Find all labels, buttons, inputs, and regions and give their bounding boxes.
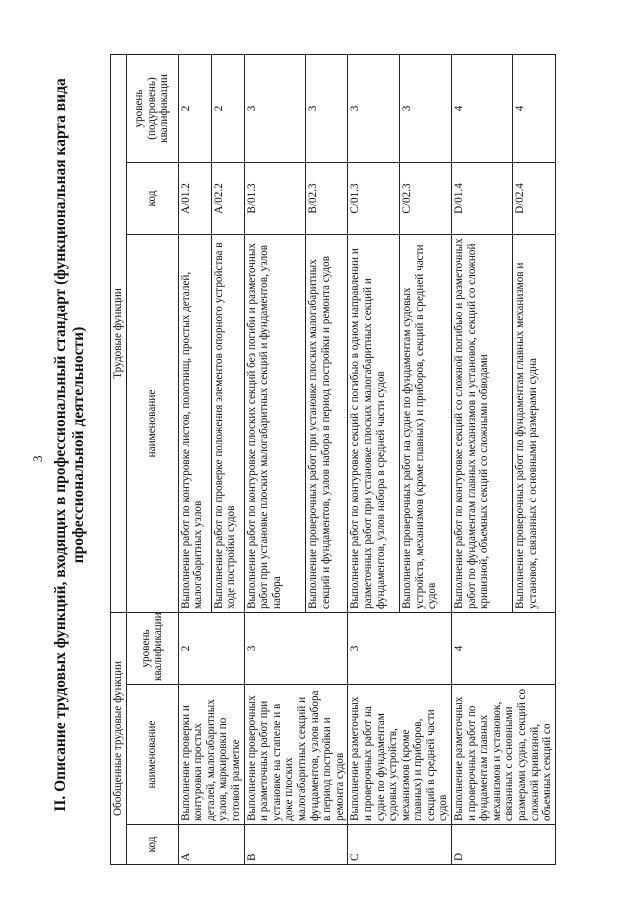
- tf-name: Выполнение проверочных работ на судне по фундаментам судовых устройств, механизмов (кроме главных) и приборов, секций в средней части судов: [400, 235, 452, 613]
- tf-level: 2: [178, 55, 211, 163]
- otf-code: B: [244, 825, 348, 865]
- tf-name: Выполнение работ по контуровке листов, полотнищ, простых деталей, малогабаритных узлов: [178, 235, 211, 613]
- tf-name: Выполнение работ по контуровке плоских секций без погиби и разметочных работ при установке плоских малогабаритных секций и фундаментов, узлов набора: [244, 235, 305, 613]
- otf-code: C: [348, 825, 452, 865]
- otf-code: D: [452, 825, 556, 865]
- column-header-tf-name: наименование: [126, 235, 178, 613]
- otf-level: 3: [348, 613, 452, 685]
- section-heading: [52, 45, 88, 845]
- tf-level: 3: [348, 55, 400, 163]
- otf-code: A: [178, 825, 244, 865]
- tf-code: C/02.3: [400, 163, 452, 235]
- otf-name: Выполнение разметочных и проверочных работ по фундаментам главных механизмов и установок, связанных с основными размерами судна, секций со сложной кривизной, объемных секций со: [452, 685, 556, 825]
- table-row: [178, 55, 211, 865]
- tf-code: D/02.4: [513, 163, 555, 235]
- table-row: [244, 55, 305, 865]
- group-header-generalized: Обобщенные трудовые функции: [111, 613, 127, 865]
- table-row: [452, 55, 513, 865]
- tf-code: A/02.2: [211, 163, 244, 235]
- tf-name: Выполнение работ по контуровке секций с погибью в одном направлении и разметочных работ при установке плоских малогабаритных секций и фундаментов, узлов набора в средней части судов: [348, 235, 400, 613]
- page-number: 3: [30, 455, 45, 462]
- otf-name: Выполнение проверочных и разметочных работ при установке на стапеле и в доке плоских малогабаритных секций и фундаментов, узлов набора в период постройки и ремонта судов: [244, 685, 348, 825]
- tf-code: B/02.3: [305, 163, 347, 235]
- table-row: [348, 55, 400, 865]
- column-header-code: код: [126, 825, 178, 865]
- tf-level: 3: [400, 55, 452, 163]
- tf-level: 4: [513, 55, 555, 163]
- tf-code: D/01.4: [452, 163, 513, 235]
- tf-level: 3: [244, 55, 305, 163]
- otf-level: 4: [452, 613, 556, 685]
- otf-level: 3: [244, 613, 348, 685]
- heading-line-1: II. Описание трудовых функций, входящих в профессиональный стандарт (функциональная карта вида: [52, 78, 69, 812]
- column-header-tf-code: код: [126, 163, 178, 235]
- otf-level: 2: [178, 613, 244, 685]
- otf-name: Выполнение проверки и контуровки простых деталей, малогабаритных узлов, маркировки по готовой разметке: [178, 685, 244, 825]
- otf-name: Выполнение разметочных и проверочных работ на судне по фундаментам судовых устройств, механизмов (кроме главных) и приборов, секций в средней части судов: [348, 685, 452, 825]
- tf-code: C/01.3: [348, 163, 400, 235]
- tf-code: A/01.2: [178, 163, 211, 235]
- tf-name: Выполнение работ по контуровке секций со сложной погибью и разметочных работ по фундаментам главных механизмов и установок, секций со сложной кривизной, объемных секций со сложными обводами: [452, 235, 513, 613]
- column-header-name: наименование: [126, 685, 178, 825]
- tf-level: 4: [452, 55, 513, 163]
- heading-line-2: профессиональной деятельности): [70, 326, 87, 564]
- functional-map-table: [110, 54, 556, 865]
- tf-code: B/01.3: [244, 163, 305, 235]
- tf-level: 2: [211, 55, 244, 163]
- column-header-sublevel: уровень (подуровень) квалификации: [126, 55, 178, 163]
- tf-name: Выполнение проверочных работ при установке плоских малогабаритных секций и фундаментов, узлов набора в период постройки и ремонта судов: [305, 235, 347, 613]
- tf-name: Выполнение проверочных работ по фундаментам главных механизмов и установок, связанных с основными размерами судна: [513, 235, 555, 613]
- column-header-level: уровень квалификации: [126, 613, 178, 685]
- tf-name: Выполнение работ по проверке положения элементов опорного устройства в ходе постройки судов: [211, 235, 244, 613]
- group-header-labor: Трудовые функции: [111, 55, 127, 613]
- tf-level: 3: [305, 55, 347, 163]
